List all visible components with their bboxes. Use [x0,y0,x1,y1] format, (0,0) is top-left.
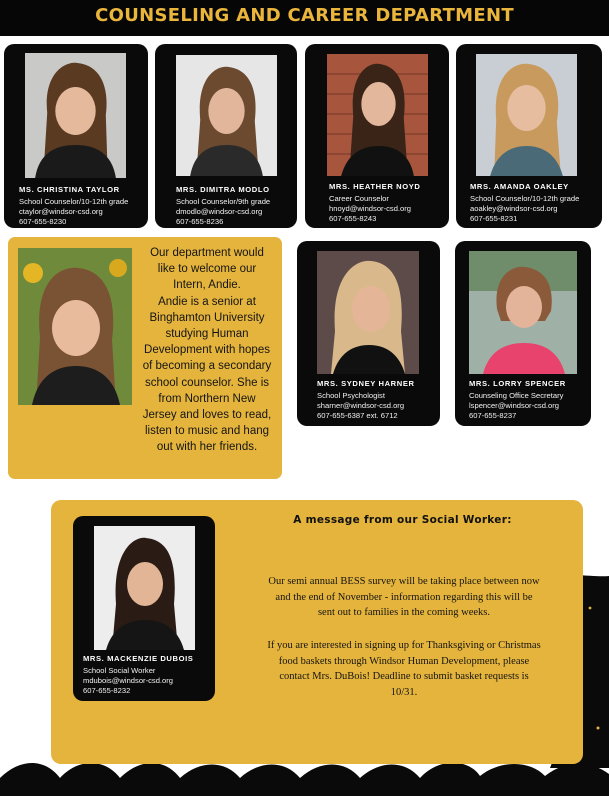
header-bar [0,0,609,36]
text-line: sent out to families in the coming weeks. [317,607,491,619]
staff-role: School Counselor/10-12th grade [19,197,129,206]
staff-name: MS. CHRISTINA TAYLOR [19,185,120,194]
staff-email: ctaylor@windsor-csd.org [19,207,103,216]
staff-role: School Counselor/10-12th grade [470,194,580,203]
staff-card-taylor [4,44,148,228]
text-line: listen to music and hang [144,425,270,438]
staff-role: School Social Worker [83,666,156,675]
text-line: out with her friends. [156,441,258,454]
staff-phone: 607-655-8243 [329,214,377,223]
staff-card-modlo [155,44,297,228]
staff-card-oakley [456,44,602,228]
staff-name: MRS. LORRY SPENCER [469,379,566,388]
staff-phone: 607-655-6387 ext. 6712 [317,411,398,420]
staff-name: MRS. AMANDA OAKLEY [470,182,569,191]
intern-message [136,245,278,456]
text-line: from Northern New [158,392,256,405]
staff-phone: 607-655-8230 [19,217,67,226]
staff-card-spencer [455,241,591,426]
text-line: 10/31. [390,687,418,699]
text-line: Our department would [150,247,264,259]
intern-photo [18,248,132,405]
staff-card-dubois [73,516,215,701]
staff-role: School Psychologist [317,391,385,400]
text-line: Development with hopes [144,344,270,357]
staff-phone: 607-655-8231 [470,214,518,223]
staff-email: hnoyd@windsor-csd.org [329,204,411,213]
text-line: Andie is a senior at [158,295,256,308]
social-worker-message-1 [234,574,574,621]
staff-photo-spencer [469,251,577,374]
staff-photo-dubois [94,526,195,650]
staff-name: MRS. SYDNEY HARNER [317,379,415,388]
staff-role: School Counselor/9th grade [176,197,271,206]
text-line: food baskets through Windsor Human Development, please [278,655,530,667]
staff-photo-modlo [176,55,277,176]
staff-email: sharner@windsor-csd.org [317,401,405,410]
staff-photo-noyd [327,54,428,176]
staff-name: MRS. HEATHER NOYD [329,182,421,191]
staff-phone: 607-655-8232 [83,686,131,695]
text-line: and the end of November - information regarding this will be [275,591,533,603]
text-line: Binghamton University [149,311,265,324]
staff-card-harner [297,241,440,426]
text-line: Our semi annual BESS survey will be taking place between now [268,576,540,587]
page-title: COUNSELING AND CAREER DEPARTMENT [95,5,514,26]
staff-email: dmodlo@windsor-csd.org [176,207,263,216]
text-line: If you are interested in signing up for Thanksgiving or Christmas [267,640,541,651]
staff-email: lspencer@windsor-csd.org [469,401,560,410]
staff-email: mdubois@windsor-csd.org [83,676,174,685]
text-line: school counselor. She is [144,376,270,389]
text-line: contact Mrs. DuBois! Deadline to submit basket requests is [279,671,529,683]
staff-phone: 607-655-8236 [176,217,224,226]
staff-phone: 607-655-8237 [469,411,517,420]
staff-photo-taylor [25,53,126,178]
staff-role: Counseling Office Secretary [469,391,564,400]
staff-role: Career Counselor [329,194,389,203]
staff-name: MRS. DIMITRA MODLO [176,185,270,194]
staff-name: MRS. MACKENZIE DUBOIS [83,654,194,663]
intern-welcome-box [8,237,282,479]
text-line: Jersey and loves to read, [142,409,272,422]
text-line: like to welcome our [157,263,257,276]
text-line: of becoming a secondary [142,360,272,373]
staff-email: aoakley@windsor-csd.org [470,204,558,213]
text-line: Intern, Andie. [173,279,241,292]
social-worker-message-2 [234,638,574,701]
text-line: studying Human [165,328,249,341]
staff-photo-harner [317,251,419,374]
staff-card-noyd [305,44,449,228]
staff-photo-oakley [476,54,577,176]
social-worker-title: A message from our Social Worker: [293,514,512,526]
